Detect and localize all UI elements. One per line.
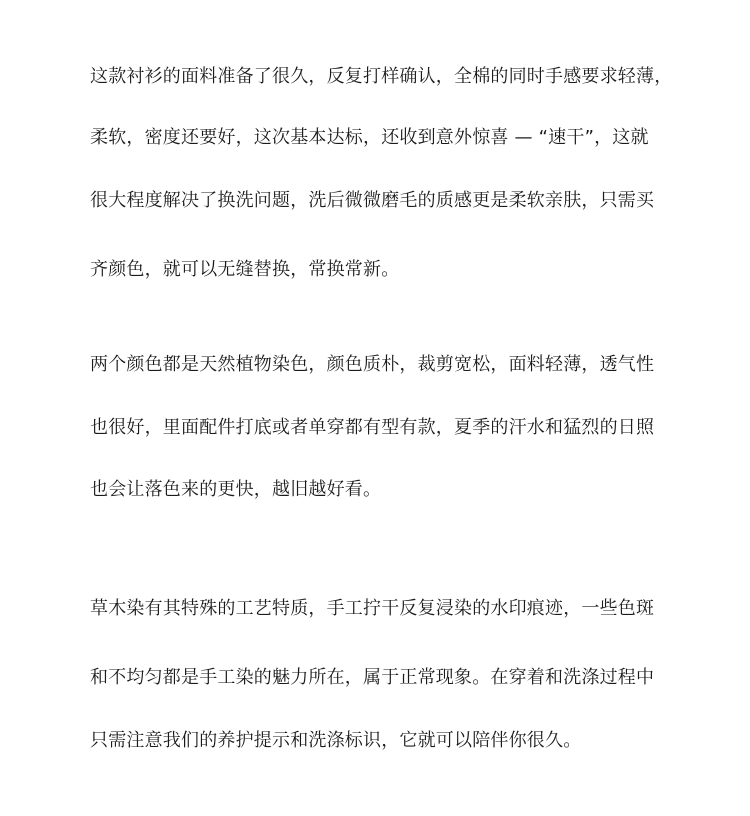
text-line: 也很好，里面配件打底或者单穿都有型有款，夏季的汗水和猛烈的日照 <box>90 417 655 438</box>
text-line: 和不均匀都是手工染的魅力所在，属于正常现象。在穿着和洗涤过程中 <box>90 667 655 688</box>
text-line: 草木染有其特殊的工艺特质，手工拧干反复浸染的水印痕迹，一些色斑 <box>90 598 655 619</box>
text-line: 也会让落色来的更快，越旧越好看。 <box>90 479 382 500</box>
text-line: 柔软，密度还要好，这次基本达标，还收到意外惊喜 — “速干”，这就 <box>90 127 649 148</box>
text-line: 这款衬衫的面料准备了很久，反复打样确认，全棉的同时手感要求轻薄， <box>90 66 673 87</box>
text-line: 齐颜色，就可以无缝替换，常换常新。 <box>90 259 400 280</box>
text-line: 只需注意我们的养护提示和洗涤标识，它就可以陪伴你很久。 <box>90 730 582 751</box>
text-line: 两个颜色都是天然植物染色，颜色质朴，裁剪宽松，面料轻薄，透气性 <box>90 354 655 375</box>
text-line: 很大程度解决了换洗问题，洗后微微磨毛的质感更是柔软亲肤，只需买 <box>90 190 655 211</box>
